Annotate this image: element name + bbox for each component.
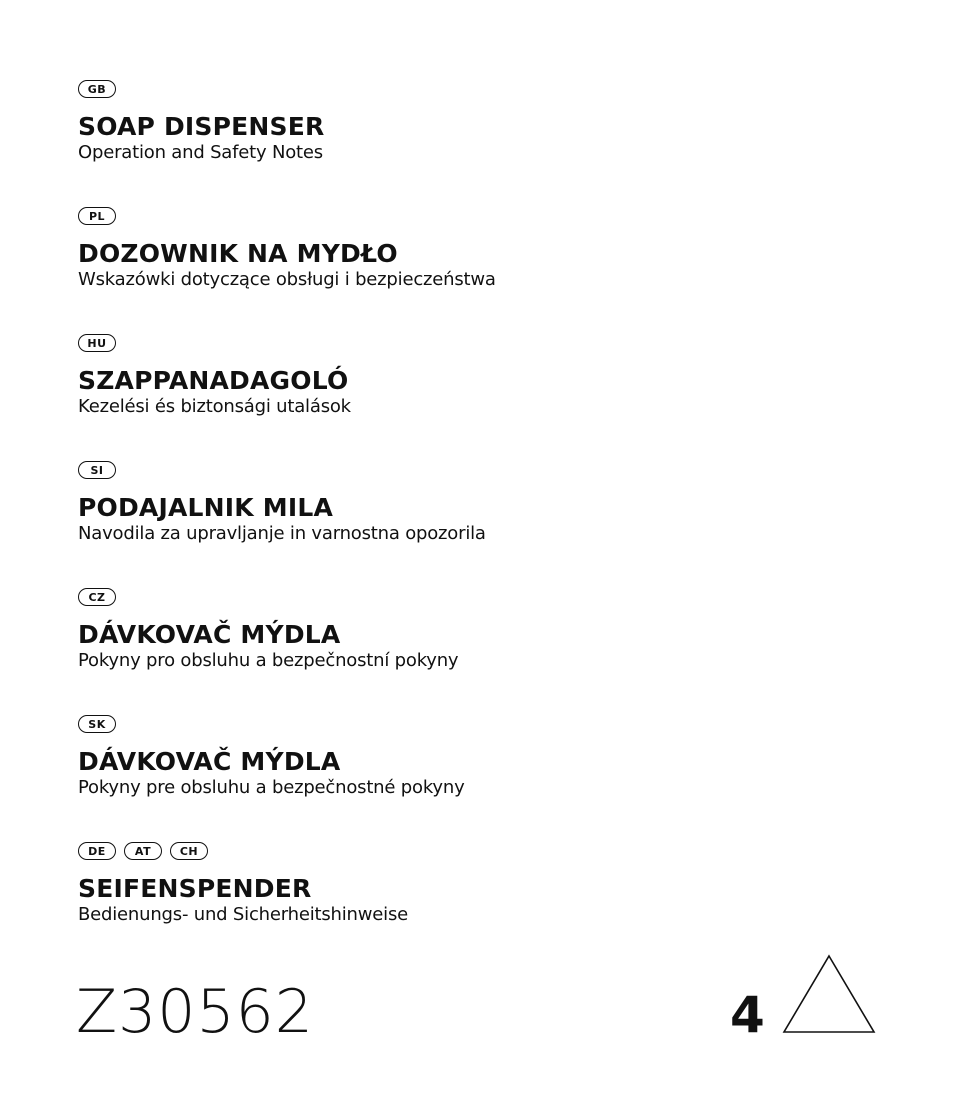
country-code-badge: HU	[78, 334, 116, 352]
product-subtitle: Navodila za upravljanje in varnostna opozorila	[78, 523, 486, 544]
triangle-outline-icon	[782, 954, 876, 1034]
product-subtitle: Kezelési és biztonsági utalások	[78, 396, 351, 417]
country-badges	[78, 461, 878, 481]
product-code: Z30562	[76, 977, 314, 1047]
language-section	[78, 334, 878, 418]
product-subtitle: Wskazówki dotyczące obsługi i bezpieczeństwa	[78, 269, 496, 290]
page-number: 4	[730, 986, 765, 1044]
country-code-badge: DE	[78, 842, 116, 860]
product-title: DOZOWNIK NA MYDŁO	[78, 239, 398, 268]
language-section	[78, 588, 878, 672]
product-title: SEIFENSPENDER	[78, 874, 312, 903]
product-subtitle: Operation and Safety Notes	[78, 142, 323, 163]
product-title: PODAJALNIK MILA	[78, 493, 334, 522]
country-code-badge: GB	[78, 80, 116, 98]
product-title: DÁVKOVAČ MÝDLA	[78, 620, 341, 649]
country-badges	[78, 588, 878, 608]
country-code-badge: CH	[170, 842, 208, 860]
product-subtitle: Pokyny pro obsluhu a bezpečnostní pokyny	[78, 650, 459, 671]
product-title: SOAP DISPENSER	[78, 112, 325, 141]
language-section	[78, 80, 878, 164]
country-badges	[78, 207, 878, 227]
country-code-badge: AT	[124, 842, 162, 860]
country-code-badge: CZ	[78, 588, 116, 606]
product-subtitle: Bedienungs- und Sicherheitshinweise	[78, 904, 409, 925]
language-section	[78, 461, 878, 545]
country-code-badge: PL	[78, 207, 116, 225]
language-section	[78, 715, 878, 799]
product-subtitle: Pokyny pre obsluhu a bezpečnostné pokyny	[78, 777, 465, 798]
country-badges	[78, 715, 878, 735]
country-code-badge: SK	[78, 715, 116, 733]
country-badges	[78, 80, 878, 100]
country-badges	[78, 842, 878, 862]
country-badges	[78, 334, 878, 354]
product-title: SZAPPANADAGOLÓ	[78, 366, 349, 395]
country-code-badge: SI	[78, 461, 116, 479]
language-section	[78, 842, 878, 926]
language-section	[78, 207, 878, 291]
product-title: DÁVKOVAČ MÝDLA	[78, 747, 341, 776]
